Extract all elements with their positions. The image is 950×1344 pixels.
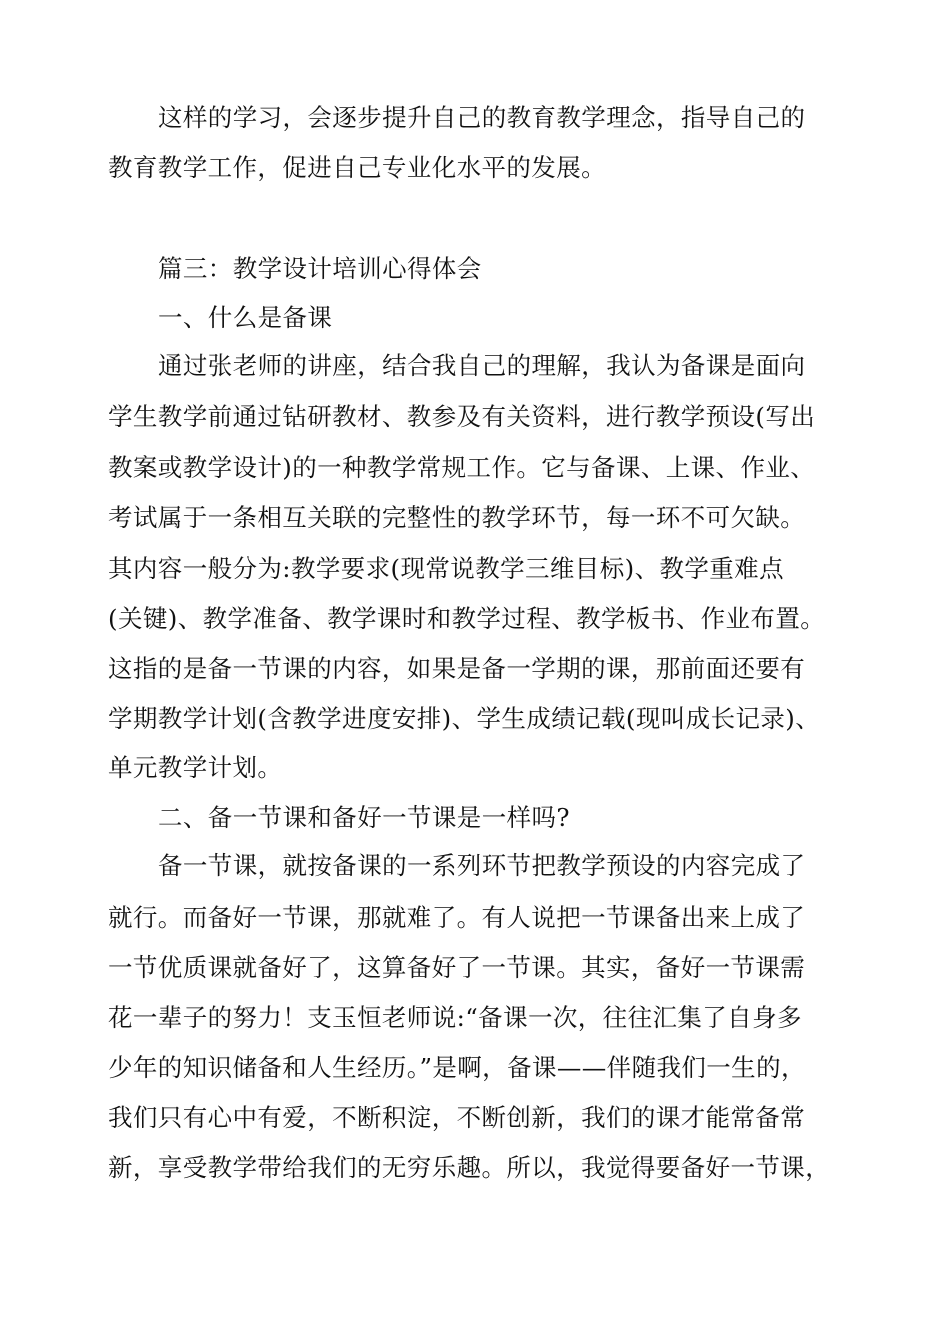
paragraph-line: 少年的知识储备和人生经历。”是啊，备课——伴随我们一生的， (108, 1053, 806, 1082)
paragraph-line: 花一辈子的努力！支玉恒老师说:“备课一次，往往汇集了自身多 (108, 1003, 802, 1032)
paragraph-line: 单元教学计划。 (108, 753, 283, 782)
paragraph-line: 我们只有心中有爱，不断积淀，不断创新，我们的课才能常备常 (108, 1103, 806, 1132)
paragraph-line: 备一节课，就按备课的一系列环节把教学预设的内容完成了 (158, 851, 806, 880)
paragraph-line: 教育教学工作，促进自己专业化水平的发展。 (108, 153, 606, 182)
paragraph-line: (关键)、教学准备、教学课时和教学过程、教学板书、作业布置。 (108, 604, 826, 633)
paragraph-line: 通过张老师的讲座，结合我自己的理解，我认为备课是面向 (158, 351, 806, 380)
paragraph-line: 新，享受教学带给我们的无穷乐趣。所以，我觉得要备好一节课， (108, 1153, 831, 1182)
section-heading: 二、备一节课和备好一节课是一样吗? (158, 803, 570, 832)
paragraph-line: 学期教学计划(含教学进度安排)、学生成绩记载(现叫成长记录)、 (108, 704, 821, 733)
paragraph-line: 教案或教学设计)的一种教学常规工作。它与备课、上课、作业、 (108, 453, 816, 482)
paragraph-line: 其内容一般分为:教学要求(现常说教学三维目标)、教学重难点 (108, 554, 784, 583)
paragraph-line: 这指的是备一节课的内容，如果是备一学期的课，那前面还要有 (108, 654, 806, 683)
paragraph-line: 这样的学习，会逐步提升自己的教育教学理念，指导自己的 (158, 103, 806, 132)
paragraph-line: 一节优质课就备好了，这算备好了一节课。其实，备好一节课需 (108, 953, 806, 982)
paragraph-line: 考试属于一条相互关联的完整性的教学环节，每一环不可欠缺。 (108, 503, 806, 532)
paragraph-line: 就行。而备好一节课，那就难了。有人说把一节课备出来上成了 (108, 903, 806, 932)
paragraph-line: 学生教学前通过钻研教材、教参及有关资料，进行教学预设(写出 (108, 402, 816, 431)
section-title: 篇三：教学设计培训心得体会 (158, 254, 482, 283)
section-heading: 一、什么是备课 (158, 303, 333, 332)
